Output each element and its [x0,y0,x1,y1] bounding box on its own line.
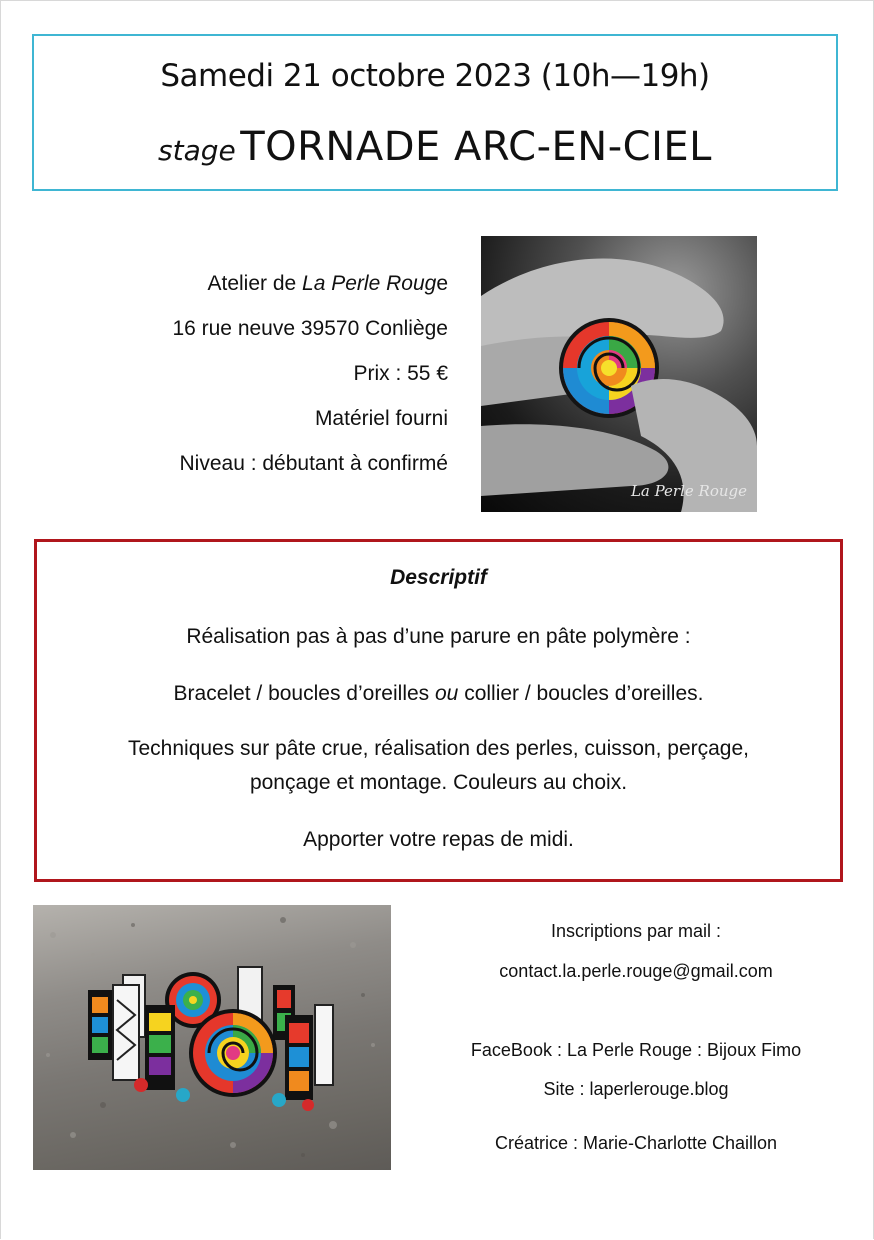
description-line-2-italic: ou [435,682,459,705]
atelier-name: La Perle Roug [302,272,437,295]
atelier-line [207,270,448,298]
description-line-3: Techniques sur pâte crue, réalisation des perles, cuisson, perçage, [127,737,750,760]
atelier-prefix: Atelier de [207,272,303,295]
description-line-5: Apporter votre repas de midi. [303,828,574,851]
material-line: Matériel fourni [314,407,448,430]
facebook-line: FaceBook : La Perle Rouge : Bijoux Fimo [470,1040,802,1060]
contact-email[interactable]: contact.la.perle.rouge@gmail.com [499,961,773,981]
rainbow-pendant-photo [481,236,757,512]
description-line-1: Réalisation pas à pas d’une parure en pâte polymère : [186,625,691,648]
bracelet-photo [33,905,391,1170]
stage-heading [34,124,836,170]
creatrice-line: Créatrice : Marie-Charlotte Chaillon [494,1133,778,1153]
stage-word: stage [158,134,236,167]
header-box [32,34,838,191]
description-line-4: ponçage et montage. Couleurs au choix. [249,771,628,794]
description-line-2-part2: collier / boucles d’oreilles. [458,682,704,705]
inscriptions-label: Inscriptions par mail : [550,921,722,941]
site-line[interactable]: Site : laperlerouge.blog [543,1079,729,1099]
description-title: Descriptif [390,566,487,589]
description-line-2-part1: Bracelet / boucles d’oreilles [173,682,435,705]
description-box [34,539,843,882]
price-line: Prix : 55 € [353,362,448,385]
photo-watermark: La Perle Rouge [630,482,747,500]
stage-title: TORNADE ARC-EN-CIEL [240,124,712,170]
address-line: 16 rue neuve 39570 Conliège [172,317,448,340]
level-line: Niveau : débutant à confirmé [179,452,448,475]
description-line-2 [37,682,840,706]
event-date: Samedi 21 octobre 2023 (10h—19h) [160,58,710,94]
atelier-suffix: e [436,272,448,295]
